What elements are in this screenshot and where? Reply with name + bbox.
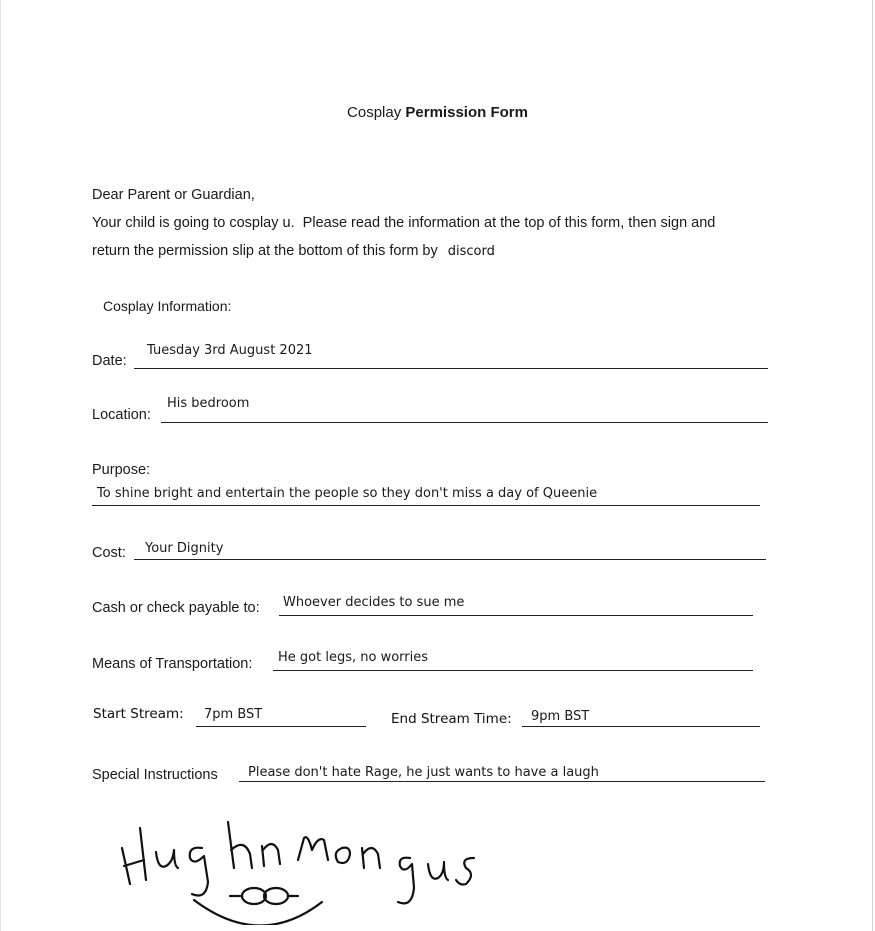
location-line — [161, 422, 768, 423]
transport-line — [273, 670, 753, 671]
start-label: Start Stream: — [93, 706, 184, 722]
special-label: Special Instructions — [92, 767, 218, 783]
start-value: 7pm BST — [204, 707, 263, 722]
end-line — [522, 726, 760, 727]
intro-line-2 — [92, 243, 495, 259]
special-value: Please don't hate Rage, he just wants to have a laugh — [248, 765, 599, 780]
page-right-edge — [872, 0, 873, 931]
cost-line — [134, 559, 766, 560]
end-value: 9pm BST — [531, 709, 590, 724]
payable-value: Whoever decides to sue me — [283, 595, 465, 610]
date-label: Date: — [92, 353, 127, 369]
purpose-value: To shine bright and entertain the people so they don't miss a day of Queenie — [97, 486, 598, 501]
intro-line-1-c: Please read the information at the top of this form, then sign and — [302, 215, 716, 231]
form-title — [0, 104, 875, 121]
location-value: His bedroom — [167, 396, 250, 411]
purpose-label: Purpose: — [92, 462, 151, 478]
form-title-prefix: Cosplay — [347, 104, 402, 121]
purpose-line — [92, 505, 760, 506]
transport-value: He got legs, no worries — [278, 650, 428, 665]
section-heading: Cosplay Information: — [103, 298, 232, 314]
cost-value: Your Dignity — [145, 541, 224, 556]
payable-line — [279, 615, 753, 616]
intro-deadline: discord — [447, 244, 495, 259]
page-left-edge — [0, 0, 1, 931]
date-line — [134, 368, 768, 369]
transport-label: Means of Transportation: — [92, 656, 253, 672]
greeting: Dear Parent or Guardian, — [92, 187, 255, 203]
cost-label: Cost: — [92, 545, 126, 561]
intro-line-1 — [92, 215, 715, 231]
end-label: End Stream Time: — [391, 711, 512, 727]
special-line — [239, 781, 765, 782]
payable-label: Cash or check payable to: — [92, 600, 260, 616]
intro-line-2-a: return the permission slip at the bottom of this form by — [92, 243, 438, 259]
form-title-bold: Permission Form — [405, 104, 528, 121]
start-line — [196, 726, 366, 727]
date-value: Tuesday 3rd August 2021 — [147, 343, 313, 358]
intro-line-1-b: cosplay u. — [229, 215, 295, 231]
intro-line-1-a: Your child is going to — [92, 215, 226, 231]
location-label: Location: — [92, 407, 151, 423]
handwritten-signature — [110, 810, 490, 925]
